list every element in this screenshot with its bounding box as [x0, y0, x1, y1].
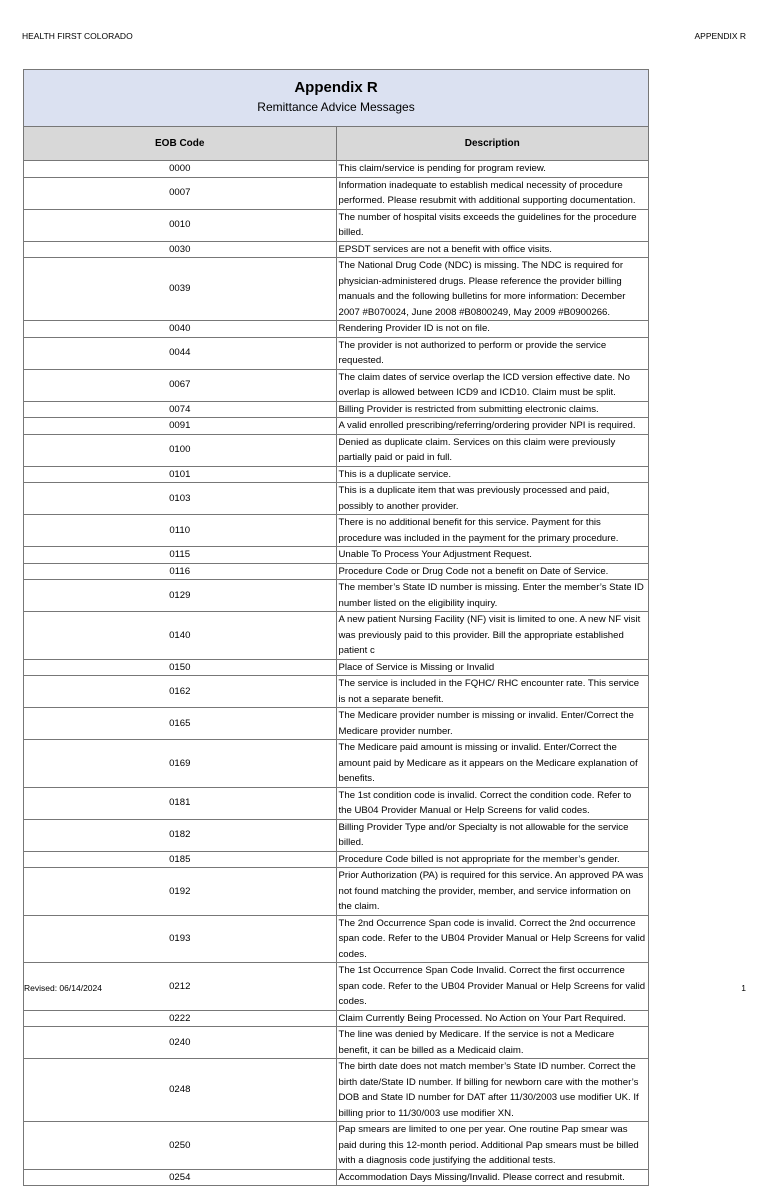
eob-code-cell: 0040 — [24, 321, 337, 338]
eob-code-cell: 0169 — [24, 740, 337, 788]
eob-code-cell: 0165 — [24, 708, 337, 740]
description-cell: The Medicare provider number is missing or invalid. Enter/Correct the Medicare provider number. — [336, 708, 649, 740]
description-cell: Procedure Code billed is not appropriate for the member’s gender. — [336, 851, 649, 868]
eob-code-cell: 0193 — [24, 915, 337, 963]
description-cell: Place of Service is Missing or Invalid — [336, 659, 649, 676]
table-row — [24, 418, 649, 435]
eob-code-cell: 0115 — [24, 547, 337, 564]
table-row — [24, 1027, 649, 1059]
description-cell: Pap smears are limited to one per year. One routine Pap smear was paid during this 12-month period. Additional Pap smears must be billed with a diagnosis code justifying the additional tests. — [336, 1122, 649, 1170]
table-row — [24, 915, 649, 963]
description-cell: Billing Provider Type and/or Specialty is not allowable for the service billed. — [336, 819, 649, 851]
description-cell: The Medicare paid amount is missing or invalid. Enter/Correct the amount paid by Medicare as it appears on the Medicare explanation of benefits. — [336, 740, 649, 788]
eob-code-cell: 0007 — [24, 177, 337, 209]
description-cell: This claim/service is pending for program review. — [336, 161, 649, 178]
table-row — [24, 466, 649, 483]
eob-code-cell: 0185 — [24, 851, 337, 868]
eob-code-cell: 0222 — [24, 1010, 337, 1027]
table-body — [24, 161, 649, 1186]
eob-code-cell: 0030 — [24, 241, 337, 258]
table-row — [24, 483, 649, 515]
table-row — [24, 563, 649, 580]
page-title: Appendix R — [294, 79, 378, 96]
table-row — [24, 1169, 649, 1186]
table-row — [24, 241, 649, 258]
running-header-right: APPENDIX R — [694, 31, 746, 41]
title-banner — [24, 70, 649, 127]
eob-code-cell: 0103 — [24, 483, 337, 515]
table-row — [24, 369, 649, 401]
description-cell: Procedure Code or Drug Code not a benefit on Date of Service. — [336, 563, 649, 580]
description-cell: EPSDT services are not a benefit with office visits. — [336, 241, 649, 258]
description-cell: The 1st Occurrence Span Code Invalid. Correct the first occurrence span code. Refer to the UB04 Provider Manual or Help Screens for valid codes. — [336, 963, 649, 1011]
eob-code-cell: 0250 — [24, 1122, 337, 1170]
description-cell: The 1st condition code is invalid. Correct the condition code. Refer to the UB04 Provider Manual or Help Screens for valid codes. — [336, 787, 649, 819]
remittance-messages-table — [23, 69, 649, 1186]
description-cell: A valid enrolled prescribing/referring/ordering provider NPI is required. — [336, 418, 649, 435]
eob-code-cell: 0067 — [24, 369, 337, 401]
description-cell: The provider is not authorized to perform or provide the service requested. — [336, 337, 649, 369]
table-row — [24, 851, 649, 868]
eob-code-cell: 0044 — [24, 337, 337, 369]
description-cell: The service is included in the FQHC/ RHC encounter rate. This service is not a separate benefit. — [336, 676, 649, 708]
table-row — [24, 258, 649, 321]
description-cell: Denied as duplicate claim. Services on this claim were previously partially paid or paid in full. — [336, 434, 649, 466]
eob-code-cell: 0091 — [24, 418, 337, 435]
description-cell: Claim Currently Being Processed. No Action on Your Part Required. — [336, 1010, 649, 1027]
description-cell: The member’s State ID number is missing. Enter the member’s State ID number listed on the eligibility inquiry. — [336, 580, 649, 612]
table-row — [24, 868, 649, 916]
table-row — [24, 787, 649, 819]
table-row — [24, 676, 649, 708]
table-row — [24, 708, 649, 740]
table-row — [24, 1122, 649, 1170]
running-header-left: HEALTH FIRST COLORADO — [22, 31, 133, 41]
eob-code-cell: 0182 — [24, 819, 337, 851]
eob-code-cell: 0240 — [24, 1027, 337, 1059]
column-header-row — [24, 127, 649, 161]
table-row — [24, 1010, 649, 1027]
table-row — [24, 740, 649, 788]
page-number: 1 — [741, 983, 746, 993]
table-row — [24, 819, 649, 851]
eob-code-cell: 0181 — [24, 787, 337, 819]
eob-code-cell: 0254 — [24, 1169, 337, 1186]
eob-code-cell: 0101 — [24, 466, 337, 483]
eob-code-cell: 0212 — [24, 963, 337, 1011]
eob-code-cell: 0074 — [24, 401, 337, 418]
table-row — [24, 963, 649, 1011]
eob-code-cell: 0116 — [24, 563, 337, 580]
table-row — [24, 321, 649, 338]
column-header-eob-code: EOB Code — [24, 127, 337, 161]
table-row — [24, 1059, 649, 1122]
description-cell: A new patient Nursing Facility (NF) visit is limited to one. A new NF visit was previously paid to this provider. Bill the appropriate established patient c — [336, 612, 649, 660]
table-row — [24, 177, 649, 209]
eob-code-cell: 0162 — [24, 676, 337, 708]
description-cell: Billing Provider is restricted from submitting electronic claims. — [336, 401, 649, 418]
table-row — [24, 401, 649, 418]
eob-code-cell: 0140 — [24, 612, 337, 660]
description-cell: Unable To Process Your Adjustment Request. — [336, 547, 649, 564]
description-cell: The National Drug Code (NDC) is missing. The NDC is required for physician-administered drugs. Please reference the provider billing manuals and the following bulletins for more information: December 2007 #B070024, June 2008 #B0800249, May 2009 #B0900266. — [336, 258, 649, 321]
description-cell: There is no additional benefit for this service. Payment for this procedure was included in the payment for the primary procedure. — [336, 515, 649, 547]
eob-code-cell: 0100 — [24, 434, 337, 466]
description-cell: Information inadequate to establish medical necessity of procedure performed. Please resubmit with additional supporting documentation. — [336, 177, 649, 209]
table-row — [24, 659, 649, 676]
table-row — [24, 580, 649, 612]
eob-code-cell: 0039 — [24, 258, 337, 321]
description-cell: Accommodation Days Missing/Invalid. Please correct and resubmit. — [336, 1169, 649, 1186]
eob-code-cell: 0192 — [24, 868, 337, 916]
table-row — [24, 209, 649, 241]
page-subtitle: Remittance Advice Messages — [257, 100, 415, 114]
column-header-description: Description — [336, 127, 649, 161]
revised-date: Revised: 06/14/2024 — [24, 983, 102, 993]
description-cell: The claim dates of service overlap the ICD version effective date. No overlap is allowed between ICD9 and ICD10. Claim must be split. — [336, 369, 649, 401]
description-cell: This is a duplicate service. — [336, 466, 649, 483]
table-row — [24, 337, 649, 369]
description-cell: The 2nd Occurrence Span code is invalid. Correct the 2nd occurrence span code. Refer to the UB04 Provider Manual or Help Screens for valid codes. — [336, 915, 649, 963]
description-cell: This is a duplicate item that was previously processed and paid, possibly to another provider. — [336, 483, 649, 515]
eob-code-cell: 0110 — [24, 515, 337, 547]
eob-code-cell: 0150 — [24, 659, 337, 676]
table-row — [24, 515, 649, 547]
table-row — [24, 547, 649, 564]
description-cell: Prior Authorization (PA) is required for this service. An approved PA was not found matching the provider, member, and service information on the claim. — [336, 868, 649, 916]
description-cell: Rendering Provider ID is not on file. — [336, 321, 649, 338]
description-cell: The birth date does not match member’s State ID number. Correct the birth date/State ID number. If billing for newborn care with the mother’s DOB and State ID number for DAT after 11/30/2003 use modifier UK. If billing prior to 11/30/003 use modifier XN. — [336, 1059, 649, 1122]
table-row — [24, 434, 649, 466]
table-row — [24, 161, 649, 178]
description-cell: The line was denied by Medicare. If the service is not a Medicare benefit, it can be billed as a Medicaid claim. — [336, 1027, 649, 1059]
eob-code-cell: 0248 — [24, 1059, 337, 1122]
table-row — [24, 612, 649, 660]
description-cell: The number of hospital visits exceeds the guidelines for the procedure billed. — [336, 209, 649, 241]
eob-code-cell: 0000 — [24, 161, 337, 178]
eob-code-cell: 0129 — [24, 580, 337, 612]
eob-code-cell: 0010 — [24, 209, 337, 241]
